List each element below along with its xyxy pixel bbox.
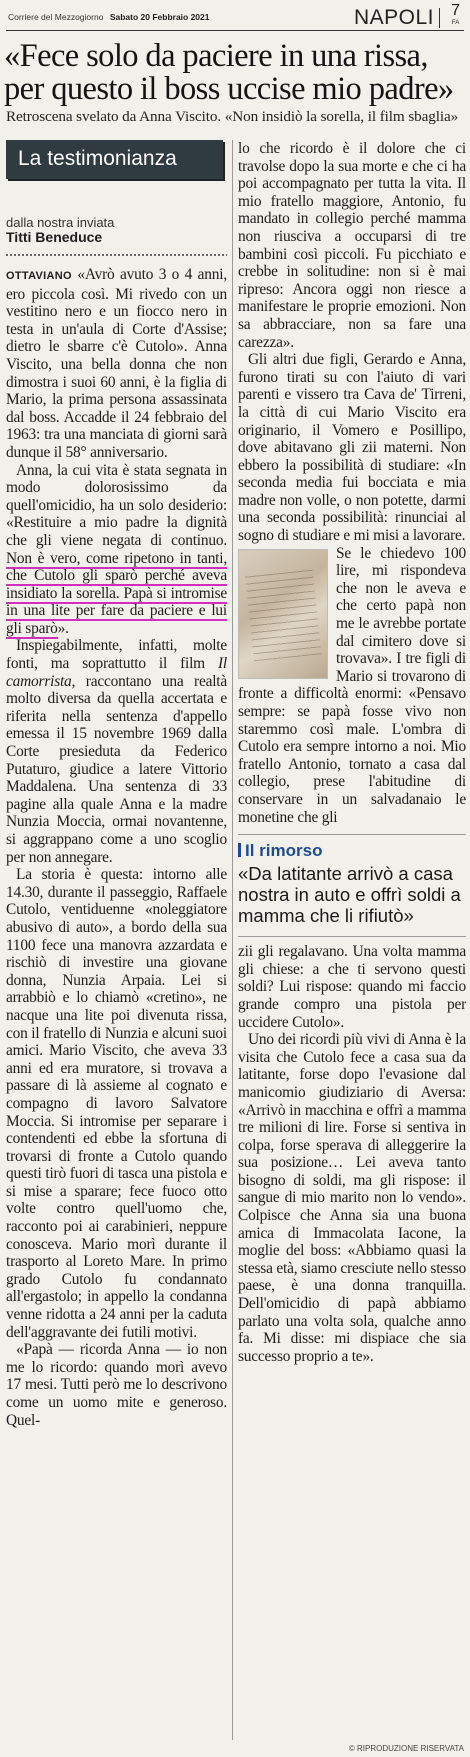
section-badge: La testimonianza bbox=[6, 140, 223, 179]
document-photo bbox=[238, 549, 328, 679]
issue-date: Sabato 20 Febbraio 2021 bbox=[109, 12, 210, 22]
dateline: OTTAVIANO bbox=[6, 270, 72, 282]
column-right bbox=[238, 140, 466, 1365]
section-title: NAPOLI bbox=[353, 6, 434, 29]
column-divider bbox=[232, 140, 233, 1740]
film-title: Il camorrista bbox=[6, 655, 227, 690]
paragraph: Inspiegabilmente, infatti, molte fonti, ma soprattutto il film Il camorrista, raccontano una realtà molto diversa da quella accertata e riferita nella sentenza d'appello emessa il 15 novembre 1969 dalla Corte presieduta da Federico Putaturo, giudice a latere Vittorio Maddalena. Una sentenza di 33 pagine alla quale Anna e la madre Nunzia Moccia, ormai novantenne, si aggrappano come a uno scoglio per non annegare. bbox=[6, 637, 227, 866]
paragraph: «Papà — ricorda Anna — io non me lo ricordo: quando morì avevo 17 mesi. Tutti però me lo descrivono come un uomo mite e generoso. Quel- bbox=[6, 1341, 227, 1429]
byline-intro: dalla nostra inviata bbox=[6, 215, 115, 230]
header-divider bbox=[439, 8, 440, 28]
paragraph: Anna, la cui vita è stata segnata in modo dolorosissimo da quell'omicidio, ha un solo desiderio: «Restituire a mio padre la dignità che gli viene negata di continuo. Non è vero, come ripetono in tanti, che Cutolo gli sparò perché aveva insidiato la sorella. Papà si intromise in una lite per fare da paciere e lui gli sparò». bbox=[6, 461, 227, 637]
paragraph: Gli altri due figli, Gerardo e Anna, furono tirati su con l'aiuto di vari parenti e vissero tra Cava de' Tirreni, la città di cui Mario Viscito era originario, il Vomero e Posillipo, dove abitavano gli zii materni. Non ebbero la possibilità di studiare: «In seconda media fui bocciata e mia madre non volle, o non potette, darmi una seconda possibilità: rinunciai al sogno di studiare e mi misi a lavorare. bbox=[238, 351, 466, 545]
masthead-line bbox=[8, 12, 210, 22]
byline-divider bbox=[6, 254, 227, 256]
box-divider bbox=[238, 834, 466, 835]
subheadline: Retroscena svelato da Anna Viscito. «Non insidiò la sorella, il film sbaglia» bbox=[6, 108, 459, 125]
column-left bbox=[6, 140, 227, 1429]
box-divider bbox=[238, 936, 466, 937]
box-label: Il rimorso bbox=[238, 841, 466, 861]
pull-quote: «Da latitante arrivò a casa nostra in auto e offrì soldi a mamma che li rifiutò» bbox=[238, 863, 461, 927]
copyright-notice: © RIPRODUZIONE RISERVATA bbox=[348, 1744, 464, 1753]
highlighted-quote: Non è vero, come ripetono in tanti, che Cutolo gli sparò perché aveva insidiato la sorella. Papà si intromise in una lite per fare da paciere e lui gli sparò bbox=[6, 549, 227, 637]
author-name: Titti Beneduce bbox=[6, 229, 103, 245]
paragraph: Uno dei ricordi più vivi di Anna è la visita che Cutolo fece a casa sua da latitante, forse dopo l'evasione dal manicomio giudiziario di Aversa: «Arrivò in macchina e offrì a mamma tre milioni di lire. Forse si sentiva in colpa, forse sperava di alleggerire la sua posizione… Lei aveva tanto bisogno di soldi, ma gli rispose: il sangue di mio marito non lo vendo». Colpisce che Anna sia una buona amica di Immacolata Iacone, la moglie del boss: «Abbiamo quasi la stessa età, siamo cresciute nello stesso paese, è una donna tranquilla. Dell'omicidio di papà abbiamo parlato una volta sola, qualche anno fa. Mi disse: mi dispiace che sia successo proprio a te». bbox=[238, 1031, 466, 1365]
paragraph: Se le chiedevo 100 lire, mi rispondeva che non le aveva e che certo papà non me le avrebbe portate dal cimitero dove si trovava». I tre figli di Mario si trovarono di fronte a difficoltà enormi: «Pensavo sempre: se papà fosse vivo non staremmo così male. L'ombra di Cutolo era sempre intorno a noi. Mio fratello Antonio, tornato a casa dal collegio, prese l'abitudine di conservare in un salvadanaio le monetine che gli bbox=[238, 544, 466, 826]
paragraph: lo che ricordo è il dolore che ci travolse dopo la sua morte e che ci ha poi accompagnato per tutta la vita. Il mio fratello maggiore, Antonio, fu mandato in collegio perché mamma non riusciva a occuparsi di tre bambini così piccoli. Fu picchiato e crebbe in solitudine: non si è mai ripreso: Ancora oggi non riesce a manifestare le proprie emozioni. Non sa abbracciare, non sa fare una carezza». bbox=[238, 140, 466, 351]
page-header bbox=[6, 2, 464, 31]
paragraph: zii gli regalavano. Una volta mamma gli chiese: a che ti servono questi soldi? Lui rispose: quando mi faccio grande compro una pistola per uccidere Cutolo». bbox=[238, 943, 466, 1031]
page-number: 7 FA bbox=[451, 2, 460, 26]
newspaper-name: Corriere del Mezzogiorno bbox=[8, 12, 104, 22]
headline: «Fece solo da paciere in una rissa, per questo il boss uccise mio padre» bbox=[4, 38, 454, 107]
paragraph: La storia è questa: intorno alle 14.30, durante il passeggio, Raffaele Cutolo, ventiduenne «noleggiatore abusivo di auto», a bordo della sua 1100 fece una manovra azzardata e rischiò di investire una giovane donna, Nunzia Arpaia. Lei si arrabbiò e lo chiamò «cretino», ne nacque una lite poi divenuta rissa, con il fratello di Nunzia e alcuni suoi amici. Mario Viscito, che aveva 33 anni ed era muratore, si trovava a passare di là assieme al cognato e compagno di lavoro Salvatore Moccia. Si intromise per separare i contendenti ed ebbe la sfortuna di trovarsi di fronte a Cutolo quando questi tirò fuori di tasca una pistola e si mise a sparare; fece fuoco otto volte contro quell'uomo che, racconto poi ai carabinieri, neppure conosceva. Mario morì durante il trasporto al Loreto Mare. In primo grado Cutolo fu condannato all'ergastolo; in appello la condanna venne ridotta a 24 anni per la caduta dell'aggravante dei futili motivi. bbox=[6, 866, 227, 1341]
paragraph: OTTAVIANO «Avrò avuto 3 o 4 anni, ero piccola così. Mi rivedo con un vestitino nero e un fiocco nero in testa in un'aula di Corte d'Assise; dietro le sbarre c'è Cutolo». Anna Viscito, una bella donna che non dimostra i suoi 60 anni, è la figlia di Mario, la prima persona assassinata dal boss. Accadde il 24 febbraio del 1963: tra una manciata di giorni sarà dunque il 58° anniversario. bbox=[6, 266, 227, 461]
